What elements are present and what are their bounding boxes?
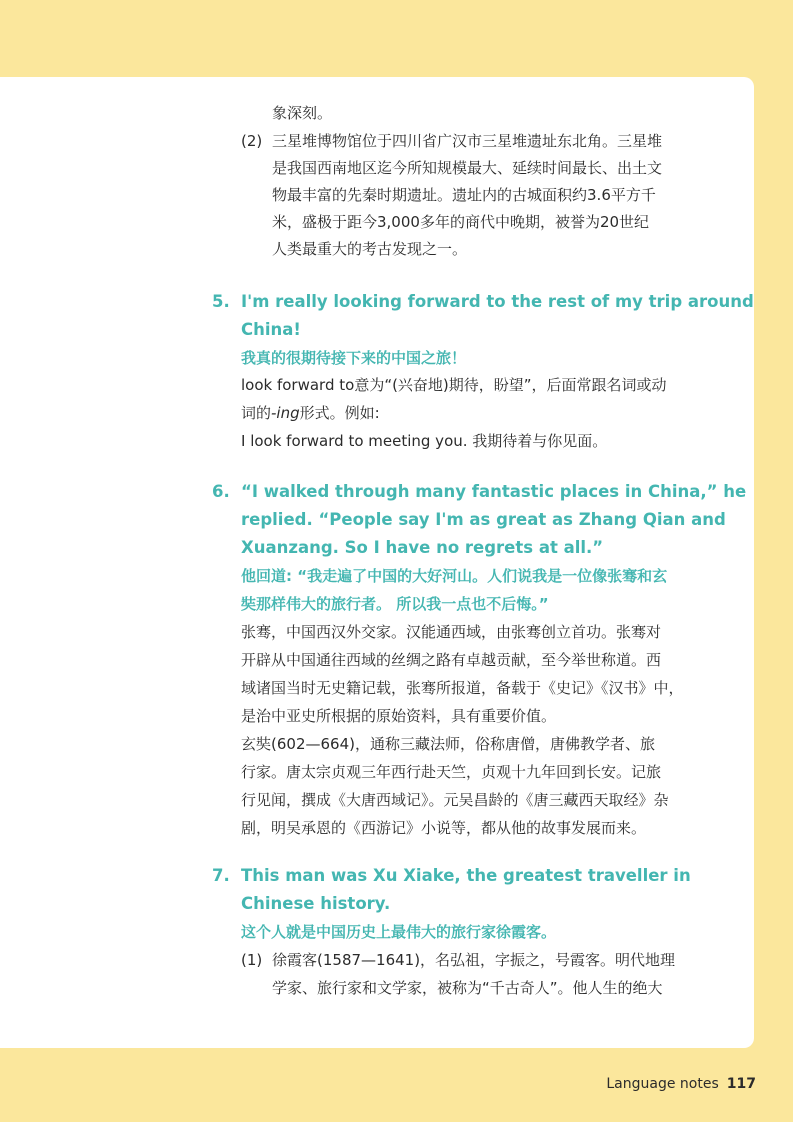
item7-sub1-line: 徐霞客(1587—1641)，名弘祖，字振之，号霞客。明代地理 xyxy=(272,951,676,969)
item4-end-line: 象深刻。 xyxy=(272,104,333,122)
page-number: 117 xyxy=(726,1076,756,1092)
item6-para1-line: 开辟从中国通往西域的丝绸之路有卓越贡献，至今举世称道。西 xyxy=(241,651,662,669)
item6-heading-line: replied. “People say I'm as great as Zhang Qian and xyxy=(241,510,726,529)
item6-para1-line: 域诸国当时无史籍记载，张骞所报道，备载于《史记》《汉书》中， xyxy=(241,679,684,697)
item6-para2-line: 玄奘(602—664)，通称三藏法师，俗称唐僧，唐佛教学者、旅 xyxy=(241,735,655,753)
item5-body-em: -ing xyxy=(271,404,300,422)
item6-para2-line: 行见闻，撰成《大唐西域记》。元吴昌龄的《唐三藏西天取经》杂 xyxy=(241,791,669,809)
item6-para2-line: 行家。唐太宗贞观三年西行赴天竺，贞观十九年回到长安。记旅 xyxy=(241,763,662,781)
item6-para1-line: 是治中亚史所根据的原始资料，具有重要价值。 xyxy=(241,707,557,725)
item5-body-line xyxy=(241,403,380,423)
item6-heading-line: “I walked through many fantastic places in China,” he xyxy=(241,482,747,501)
item5-example: I look forward to meeting you. 我期待着与你见面。 xyxy=(241,432,608,450)
item6-translation-line: 他回道: “我走遍了中国的大好河山。人们说我是一位像张骞和玄 xyxy=(241,567,668,585)
item6-para2-line: 剧，明吴承恩的《西游记》小说等，都从他的故事发展而来。 xyxy=(241,819,647,837)
item7-sub1-line: 学家、旅行家和文学家，被称为“千古奇人”。他人生的绝大 xyxy=(272,979,663,997)
item4-sub2-line: 物最丰富的先秦时期遗址。遗址内的古城面积约3.6平方千 xyxy=(272,186,656,204)
item5-number: 5. xyxy=(212,292,230,311)
item5-heading-line: China! xyxy=(241,320,301,339)
item5-translation: 我真的很期待接下来的中国之旅！ xyxy=(241,349,467,367)
item6-translation-line: 奘那样伟大的旅行者。 所以我一点也不后悔。” xyxy=(241,595,549,613)
item7-translation: 这个人就是中国历史上最伟大的旅行家徐霞客。 xyxy=(241,923,557,941)
item5-heading-line: I'm really looking forward to the rest of my trip around xyxy=(241,292,754,311)
item7-heading-line: This man was Xu Xiake, the greatest traveller in xyxy=(241,866,691,885)
item6-para1-line: 张骞，中国西汉外交家。汉能通西域，由张骞创立首功。张骞对 xyxy=(241,623,662,641)
item4-sub2-line: 是我国西南地区迄今所知规模最大、延续时间最长、出土文 xyxy=(272,159,663,177)
item5-body-text: 词的 xyxy=(241,404,272,422)
item7-sub1-label: (1) xyxy=(241,951,263,969)
item6-number: 6. xyxy=(212,482,230,501)
footer-section-title: Language notes xyxy=(606,1076,719,1092)
item4-sub2-line: 米，盛极于距今3,000多年的商代中晚期，被誉为20世纪 xyxy=(272,213,650,231)
item6-heading-line: Xuanzang. So I have no regrets at all.” xyxy=(241,538,604,557)
item4-sub2-line: 三星堆博物馆位于四川省广汉市三星堆遗址东北角。三星堆 xyxy=(272,132,663,150)
item7-number: 7. xyxy=(212,866,230,885)
item5-body-line: look forward to意为“(兴奋地)期待，盼望”，后面常跟名词或动 xyxy=(241,376,667,394)
page-footer xyxy=(560,1074,756,1094)
item5-body-text: 形式。例如: xyxy=(299,404,380,422)
item4-sub2-label: (2) xyxy=(241,132,263,150)
item4-sub2-line: 人类最重大的考古发现之一。 xyxy=(272,240,468,258)
item7-heading-line: Chinese history. xyxy=(241,894,391,913)
